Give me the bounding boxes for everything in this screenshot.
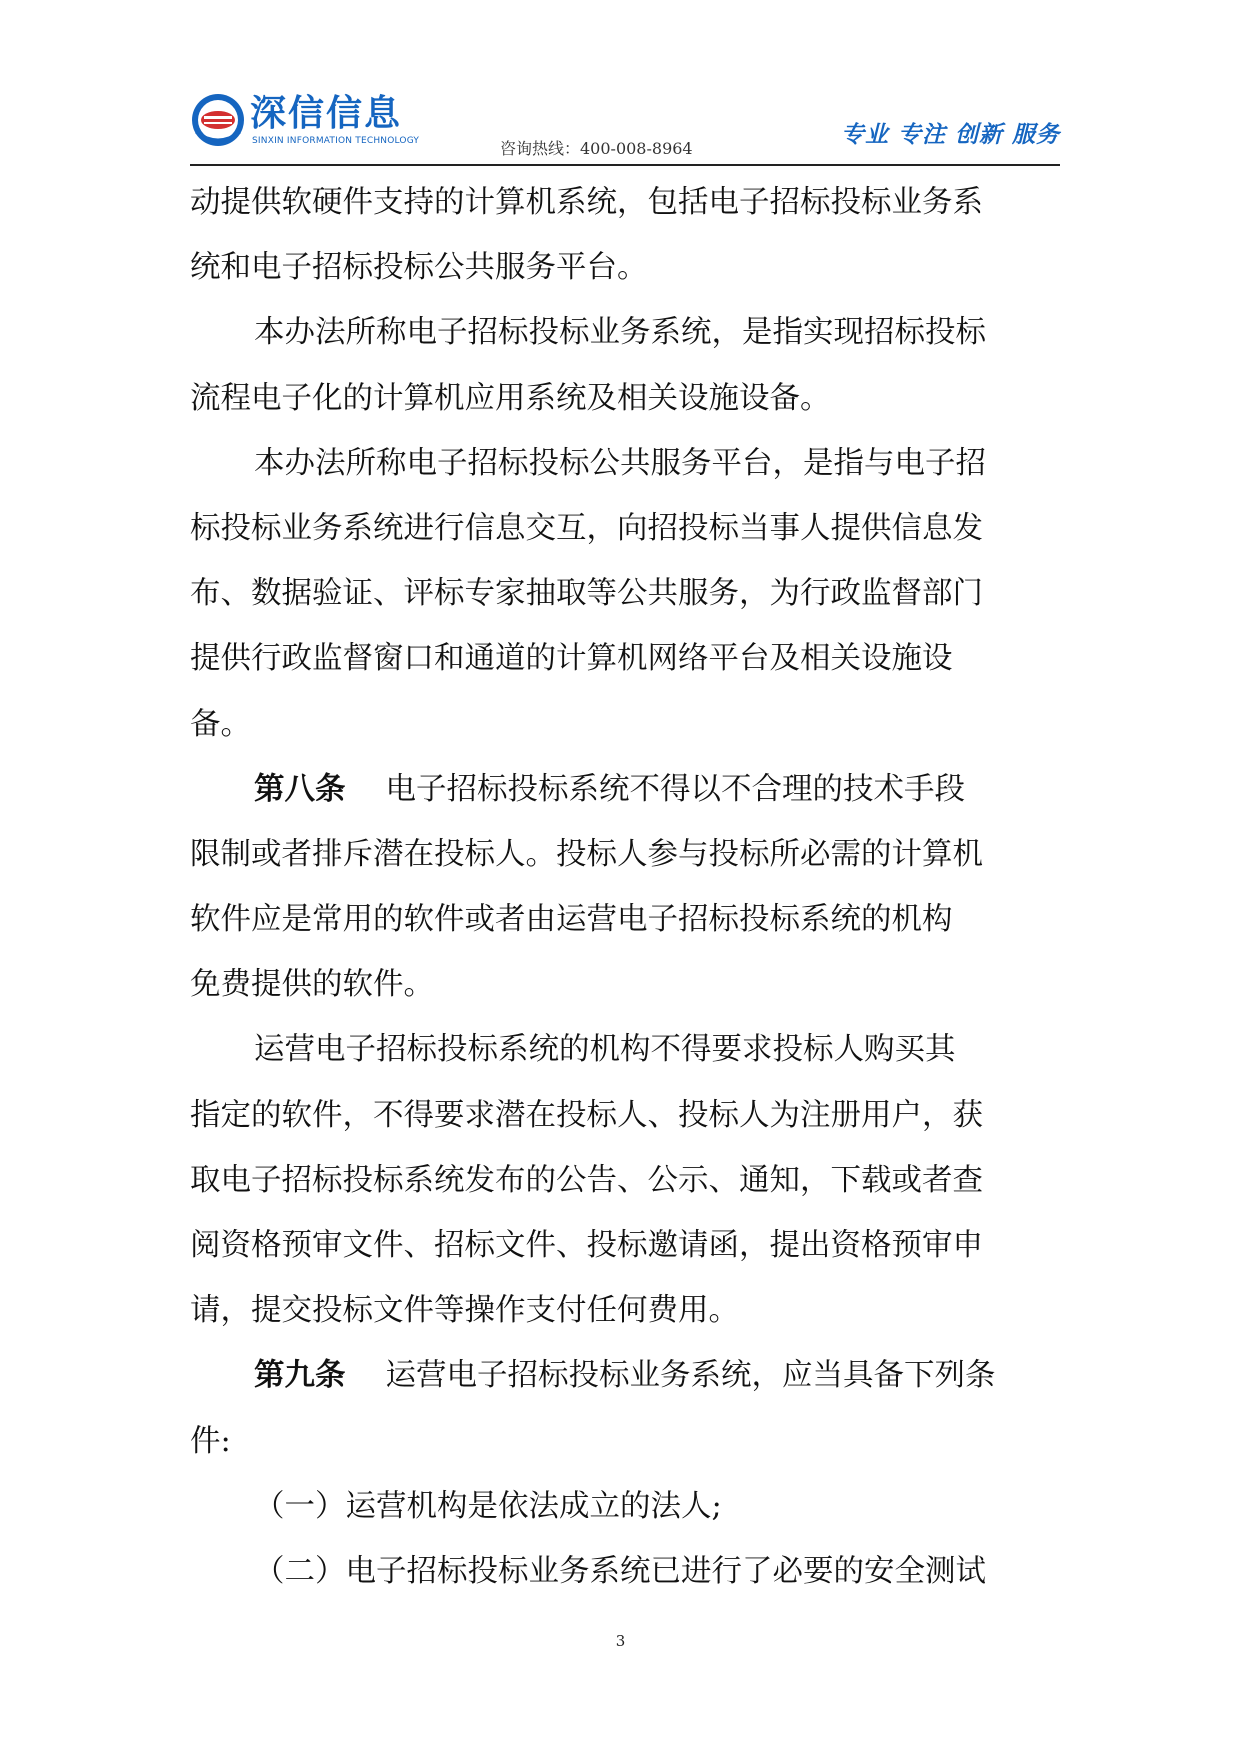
article-nine-heading: 第九条 [254, 1358, 346, 1394]
text-line: 流程电子化的计算机应用系统及相关设施设备。 [190, 380, 831, 416]
document-body [190, 170, 1060, 1604]
sinxin-globe-logo-icon [190, 92, 246, 148]
page-number: 3 [615, 1632, 626, 1650]
text-line: 运营电子招标投标业务系统，应当具备下列条 [385, 1358, 996, 1394]
text-line: 免费提供的软件。 [190, 967, 434, 1003]
text-line: 动提供软硬件支持的计算机系统，包括电子招标投标业务系 [190, 185, 983, 220]
text-line: 件: [190, 1423, 231, 1459]
company-name-english: SINXIN INFORMATION TECHNOLOGY [252, 136, 420, 146]
text-line: 请，提交投标文件等操作支付任何费用。 [190, 1293, 739, 1329]
text-line: 电子招标投标系统不得以不合理的技术手段 [385, 771, 965, 807]
article-eight-heading: 第八条 [254, 771, 346, 807]
header-divider [190, 164, 1060, 166]
hotline-text: 咨询热线：400-008-8964 [500, 139, 693, 158]
text-line: 本办法所称电子招标投标业务系统，是指实现招标投标 [254, 315, 986, 351]
text-line: 运营电子招标投标系统的机构不得要求投标人购买其 [254, 1032, 956, 1068]
article-nine-line [190, 1343, 1060, 1408]
page-header [190, 82, 1060, 162]
text-line: 取电子招标投标系统发布的公告、公示、通知，下载或者查 [190, 1162, 983, 1198]
text-line: 标投标业务系统进行信息交互，向招投标当事人提供信息发 [190, 510, 983, 546]
text-line: 统和电子招标投标公共服务平台。 [190, 250, 648, 286]
text-line: 提供行政监督窗口和通道的计算机网络平台及相关设施设 [190, 641, 953, 677]
text-line: 限制或者排斥潜在投标人。投标人参与投标所必需的计算机 [190, 836, 983, 872]
company-name: 深信信息 [250, 93, 403, 134]
text-line: 备。 [190, 706, 251, 742]
company-slogan: 专业 专注 创新 服务 [840, 122, 1060, 148]
list-item: （一）运营机构是依法成立的法人; [254, 1488, 722, 1524]
text-line: 布、数据验证、评标专家抽取等公共服务，为行政监督部门 [190, 576, 983, 612]
company-logo [190, 92, 450, 152]
list-item: （二）电子招标投标业务系统已进行了必要的安全测试 [254, 1553, 986, 1589]
article-eight-line [190, 757, 1060, 822]
text-line: 本办法所称电子招标投标公共服务平台，是指与电子招 [254, 445, 986, 481]
text-line: 指定的软件，不得要求潜在投标人、投标人为注册用户，获 [190, 1097, 983, 1133]
text-line: 软件应是常用的软件或者由运营电子招标投标系统的机构 [190, 902, 953, 938]
text-line: 阅资格预审文件、招标文件、投标邀请函，提出资格预审申 [190, 1228, 983, 1263]
